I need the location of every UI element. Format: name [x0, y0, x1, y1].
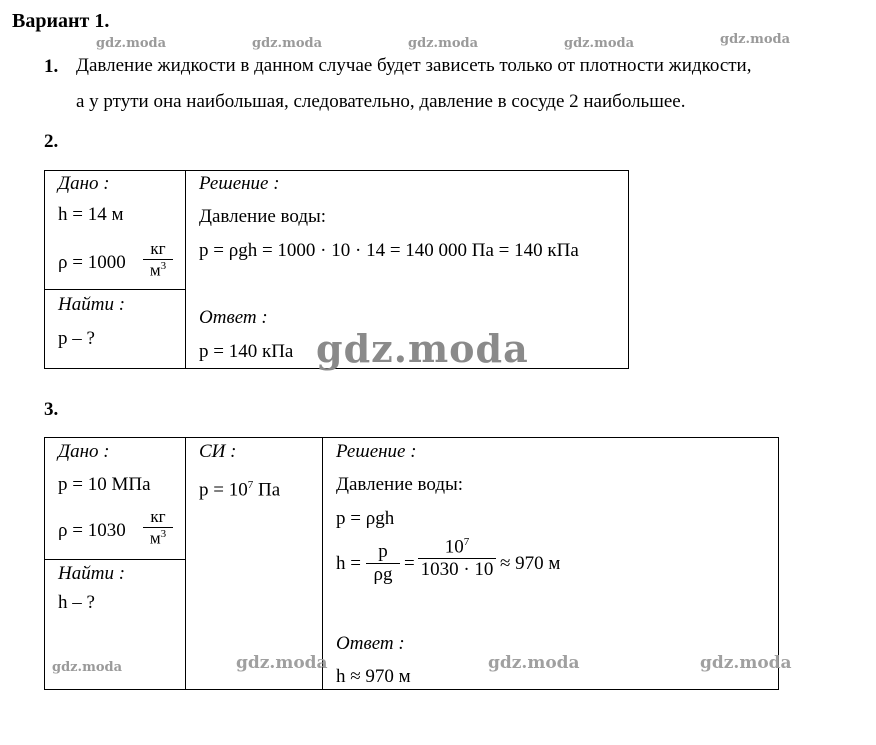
task3-divider: [185, 437, 186, 689]
unit-denominator: $м^3$: [149, 528, 167, 548]
watermark: gdz.moda: [236, 653, 328, 673]
watermark: gdz.moda: [52, 660, 123, 675]
task3-dano-label: Дано :: [58, 441, 110, 462]
task3-rho-given: ρ = 1030: [58, 520, 126, 541]
task3-reshenie-label: Решение :: [336, 441, 417, 462]
task2-najti-label: Найти :: [58, 294, 126, 315]
fraction-denominator: 1030 · 10: [420, 559, 494, 581]
task3-find: h – ?: [58, 592, 95, 613]
task3-divider: [44, 559, 186, 560]
watermark: gdz.moda: [564, 36, 635, 51]
task2-otvet-label: Ответ :: [199, 307, 268, 328]
unit-numerator: кг: [150, 507, 166, 526]
fraction-numerator: p: [378, 541, 388, 562]
watermark: gdz.moda: [316, 326, 529, 371]
task2-dano-label: Дано :: [58, 173, 110, 194]
task2-rho-given: ρ = 1000: [58, 252, 126, 273]
task2-h-given: h = 14 м: [58, 204, 124, 225]
task3-p-given: p = 10 МПа: [58, 474, 151, 495]
unit-numerator: кг: [150, 239, 166, 258]
watermark: gdz.moda: [252, 36, 323, 51]
watermark: gdz.moda: [720, 32, 791, 47]
task2-number: 2.: [44, 131, 59, 152]
task2-find: p – ?: [58, 328, 95, 349]
task3-answer: h ≈ 970 м: [336, 666, 411, 687]
watermark: gdz.moda: [96, 36, 167, 51]
task3-fraction-p-over-rhog: [366, 541, 400, 586]
task2-formula: p = ρgh = 1000 · 10 · 14 = 140 000 Па = 140 кПа: [199, 240, 579, 261]
watermark: gdz.moda: [408, 36, 479, 51]
task3-fraction-value: [418, 536, 496, 581]
task3-rho-unit: [143, 507, 173, 549]
task3-h-lhs: h =: [336, 553, 361, 574]
task3-formula1: p = ρgh: [336, 508, 395, 529]
unit-denominator: $м^3$: [149, 260, 167, 280]
task2-answer: p = 140 кПа: [199, 341, 294, 362]
task3-eq: =: [404, 553, 415, 574]
task3-najti-label: Найти :: [58, 563, 126, 584]
task3-pressure-label: Давление воды:: [336, 474, 464, 495]
task2-rho-unit: [143, 239, 173, 281]
fraction-numerator: $10^7$: [444, 536, 470, 558]
watermark: gdz.moda: [488, 653, 580, 673]
task3-otvet-label: Ответ :: [336, 633, 405, 654]
task3-approx: ≈ 970 м: [500, 553, 561, 574]
task2-divider: [44, 289, 186, 290]
task1-line1: Давление жидкости в данном случае будет зависеть только от плотности жидкости,: [76, 55, 752, 76]
task1-line2: а у ртути она наибольшая, следовательно, давление в сосуде 2 наибольшее.: [76, 91, 686, 112]
task1-number: 1.: [44, 56, 59, 77]
task2-divider: [185, 170, 186, 368]
task3-number: 3.: [44, 399, 59, 420]
task2-reshenie-label: Решение :: [199, 173, 280, 194]
task3-si-value: $p = 10^7$ Па: [199, 479, 281, 501]
task2-pressure-label: Давление воды:: [199, 206, 327, 227]
watermark: gdz.moda: [700, 653, 792, 673]
fraction-denominator: ρg: [373, 564, 393, 585]
task3-divider: [322, 437, 323, 689]
task3-si-label: СИ :: [199, 441, 237, 462]
page-title: Вариант 1.: [12, 10, 110, 32]
